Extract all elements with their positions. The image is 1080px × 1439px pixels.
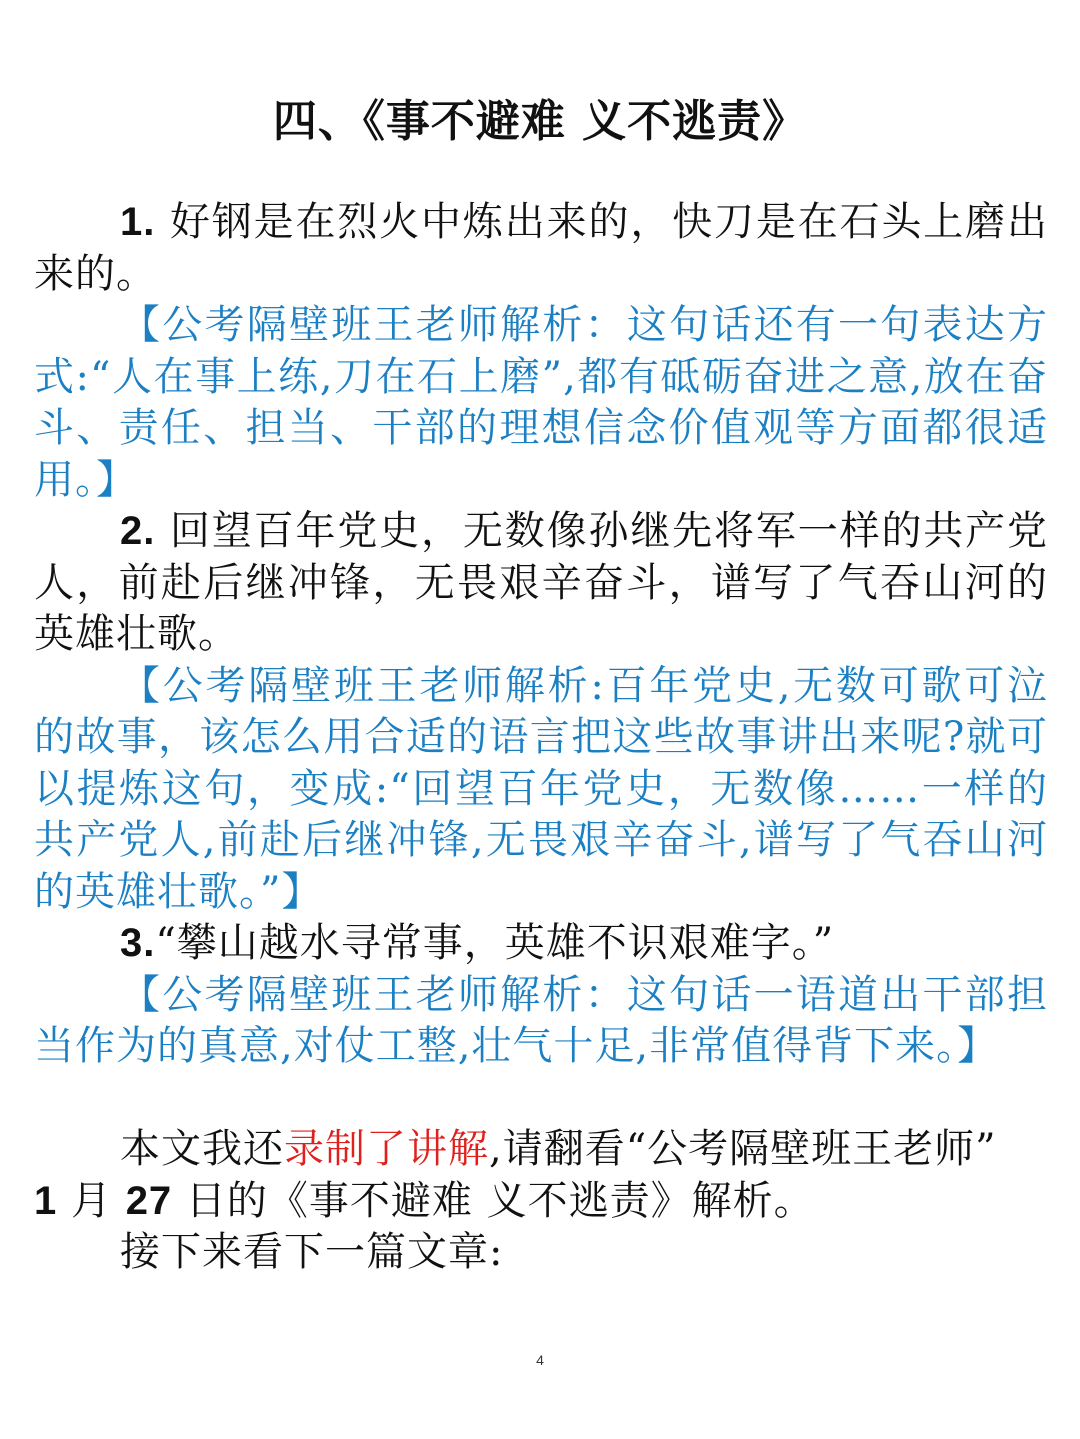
footer-text-1: 本文我还 bbox=[120, 1126, 284, 1172]
quote-2 bbox=[34, 506, 1048, 661]
quote-number: 2. bbox=[120, 509, 156, 553]
quote-text: 好钢是在烈火中炼出来的，快刀是在石头上磨出来的。 bbox=[34, 199, 1049, 297]
footer-month: 1 bbox=[34, 1178, 58, 1223]
quote-number: 1. bbox=[120, 200, 156, 244]
quote-text: 回望百年党史，无数像孙继先将军一样的共产党人，前赴后继冲锋，无畏艰辛奋斗，谱写了气吞山河的英雄壮歌。 bbox=[34, 508, 1049, 657]
analysis-2: 【公考隔壁班王老师解析:百年党史,无数可歌可泣的故事，该怎么用合适的语言把这些故事讲出来呢?就可以提炼这句，变成:“回望百年党史，无数像……一样的共产党人,前赴后继冲锋,无畏艰辛奋斗,谱写了气吞山河的英雄壮歌。”】 bbox=[34, 662, 1048, 915]
footer-text-2: ,请翻看“公考隔壁班王老师” bbox=[489, 1126, 997, 1172]
page-number: 4 bbox=[536, 1352, 544, 1368]
analysis-1: 【公考隔壁班王老师解析：这句话还有一句表达方式:“人在事上练,刀在石上磨”,都有砥砺奋进之意,放在奋斗、责任、担当、干部的理想信念价值观等方面都很适用。】 bbox=[34, 302, 1048, 503]
article-body bbox=[34, 197, 1048, 1279]
footer-month-unit: 月 bbox=[57, 1177, 126, 1224]
footer-date-line bbox=[34, 1176, 1048, 1228]
quote-number: 3. bbox=[120, 921, 156, 965]
spacer bbox=[34, 1073, 1048, 1125]
next-article-line: 接下来看下一篇文章: bbox=[120, 1229, 504, 1275]
quote-text: “攀山越水寻常事，英雄不识艰难字。” bbox=[155, 920, 835, 966]
footer-text-3: 日的《事不避难 义不逃责》解析。 bbox=[172, 1177, 815, 1224]
quote-1 bbox=[34, 197, 1048, 300]
footer-day: 27 bbox=[125, 1178, 173, 1223]
footer-highlight: 录制了讲解 bbox=[284, 1126, 489, 1172]
quote-3 bbox=[34, 918, 1048, 970]
article-title: 四、《事不避难 义不逃责》 bbox=[272, 96, 808, 147]
footer-note bbox=[34, 1124, 1048, 1176]
analysis-3: 【公考隔壁班王老师解析：这句话一语道出干部担当作为的真意,对仗工整,壮气十足,非常值得背下来。】 bbox=[34, 971, 1048, 1069]
